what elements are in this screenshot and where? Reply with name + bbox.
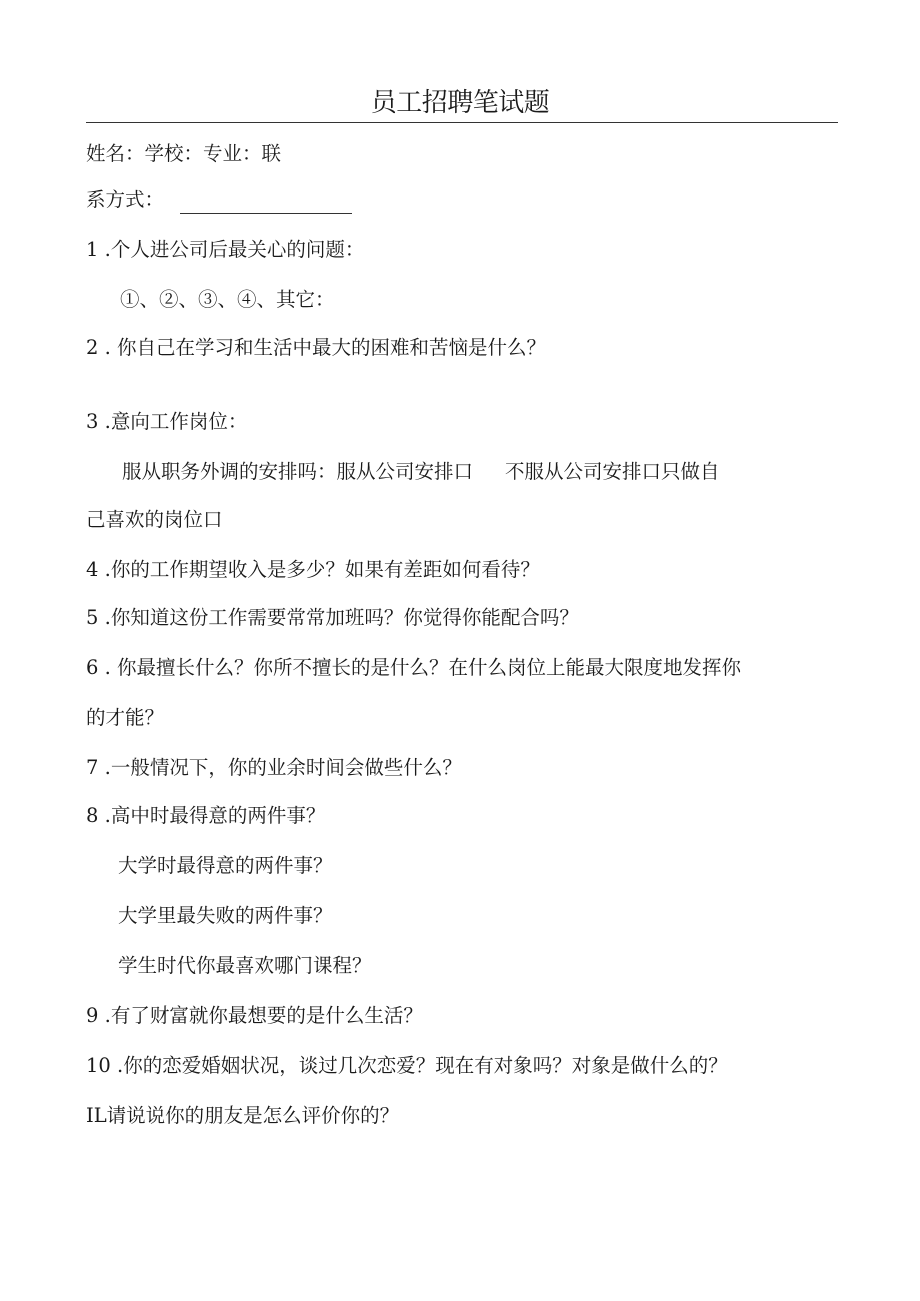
question-text: .意向工作岗位：: [98, 410, 248, 433]
question-number: 1: [86, 238, 99, 261]
question-11: [86, 1102, 399, 1130]
question-6-cont-text: 的才能？: [86, 706, 165, 729]
question-text: .你的工作期望收入是多少？如果有差距如何看待？: [98, 558, 540, 581]
question-8-sub-b-text: 大学里最失败的两件事？: [118, 904, 333, 927]
question-number: 3: [86, 410, 99, 433]
question-8-sub-c-text: 学生时代你最喜欢哪门课程？: [118, 954, 372, 977]
question-3: [86, 408, 247, 436]
question-3-option-b: 不服从公司安排口只做自: [505, 460, 720, 483]
question-5: [86, 604, 579, 632]
question-3-line-2: [86, 506, 223, 534]
question-number: 6: [86, 656, 99, 679]
question-number: 8: [86, 804, 99, 827]
question-8-sub-a: [118, 852, 333, 880]
question-text: .你的恋爱婚姻状况，谈过几次恋爱？现在有对象吗？对象是做什么的？: [110, 1054, 728, 1077]
info-line-1-text: 姓名：学校：专业：联: [86, 142, 282, 165]
question-8: [86, 802, 325, 830]
question-10: [86, 1052, 728, 1080]
question-text: 请说说你的朋友是怎么评价你的？: [106, 1104, 400, 1127]
question-3-line-1: [122, 458, 720, 486]
question-number: IL: [86, 1104, 107, 1127]
question-text: .有了财富就你最想要的是什么生活？: [98, 1004, 423, 1027]
question-number: 9: [86, 1004, 99, 1027]
question-3-option-c: 己喜欢的岗位口: [86, 508, 223, 531]
question-6-continued: [86, 704, 164, 732]
question-text: .个人进公司后最关心的问题：: [98, 238, 365, 261]
question-1-options: [120, 286, 335, 314]
question-6: [86, 654, 741, 682]
question-8-sub-a-text: 大学时最得意的两件事？: [118, 854, 333, 877]
title-divider: [86, 122, 838, 123]
question-9: [86, 1002, 423, 1030]
question-text: .你知道这份工作需要常常加班吗？你觉得你能配合吗？: [98, 606, 579, 629]
question-number: 5: [86, 606, 99, 629]
question-4: [86, 556, 540, 584]
question-8-sub-b: [118, 902, 333, 930]
question-number: 7: [86, 756, 99, 779]
question-text: . 你自己在学习和生活中最大的困难和苦恼是什么？: [98, 336, 547, 359]
question-3-option-a: 服从职务外调的安排吗：服从公司安排口: [122, 460, 474, 483]
info-line-2: [86, 186, 352, 214]
question-text: .高中时最得意的两件事？: [98, 804, 326, 827]
question-2: [86, 334, 546, 362]
info-line-1: [86, 140, 281, 168]
contact-label: 系方式：: [86, 188, 165, 211]
contact-blank: [180, 193, 352, 214]
page-title: 员工招聘笔试题: [370, 88, 550, 118]
question-7: [86, 754, 462, 782]
question-text: .一般情况下，你的业余时间会做些什么？: [98, 756, 462, 779]
question-number: 10: [86, 1054, 111, 1077]
question-1-options-text: ①、②、③、④、其它：: [120, 288, 335, 311]
question-8-sub-c: [118, 952, 372, 980]
question-text: . 你最擅长什么？你所不擅长的是什么？在什么岗位上能最大限度地发挥你: [98, 656, 742, 679]
question-number: 2: [86, 336, 99, 359]
question-1: [86, 236, 364, 264]
question-number: 4: [86, 558, 99, 581]
